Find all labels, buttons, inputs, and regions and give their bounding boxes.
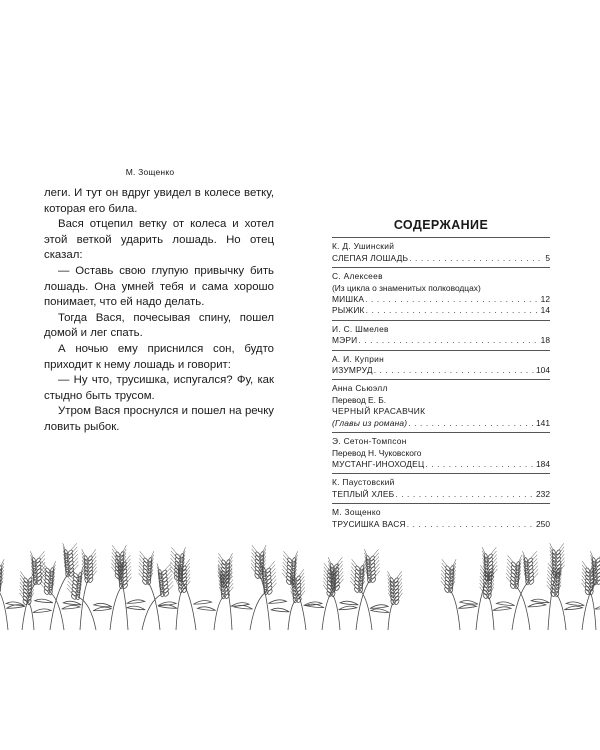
wheat-awn [550, 547, 554, 554]
paragraph: — Ну что, трусишка, испугался? Фу, как стыдно быть трусом. [44, 374, 274, 402]
wheat-awn [482, 547, 485, 554]
toc-story-title: СЛЕПАЯ ЛОШАДЬ [332, 252, 409, 263]
toc-story-title: ИЗУМРУД [332, 365, 373, 376]
toc-story-title[interactable]: ЧЕРНЫЙ КРАСАВЧИК [332, 406, 426, 417]
toc-page-number: 250 [536, 518, 550, 529]
toc-line[interactable] [332, 519, 550, 530]
wheat-leaf [371, 609, 389, 613]
wheat-awn [82, 553, 86, 560]
wheat-awn [71, 543, 77, 550]
wheat-awn [299, 569, 304, 576]
wheat-awn [263, 545, 266, 552]
toc-entry [332, 320, 550, 350]
toc-line[interactable] [332, 253, 550, 264]
wheat-grain [265, 567, 271, 573]
toc-page-number: 12 [540, 294, 550, 305]
toc-author: Э. Сетон-Томпсон [332, 436, 407, 447]
wheat-awn [337, 557, 343, 564]
toc-page-number: 104 [536, 365, 550, 376]
toc-line[interactable] [332, 459, 550, 470]
toc-page-number: 5 [545, 252, 550, 263]
wheat-awn [42, 561, 48, 568]
toc-page-number: 141 [536, 417, 550, 428]
wheat-leaf [459, 605, 477, 609]
toc-translator: Перевод Е. Б. [332, 394, 387, 405]
toc-line[interactable] [332, 365, 550, 376]
toc-leader-dots [358, 335, 539, 346]
toc-page-number: 232 [536, 488, 550, 499]
wheat-leaf [460, 601, 478, 605]
wheat-awn [82, 549, 86, 556]
toc-translator: Перевод Н. Чуковского [332, 447, 422, 458]
wheat-stem [332, 594, 340, 630]
toc-leader-dots [374, 365, 535, 376]
toc-entry [332, 432, 550, 473]
wheat-awn [491, 547, 497, 554]
wheat-grain [78, 572, 82, 578]
toc-story-title: МУСТАНГ-ИНОХОДЕЦ [332, 458, 425, 469]
wheat-awn [269, 561, 275, 568]
toc-story-title: РЫЖИК [332, 305, 365, 316]
wheat-awn [151, 551, 154, 558]
paragraph: Тогда Вася, почесывая спину, пошел домой и лег спать. [44, 311, 274, 340]
wheat-awn [20, 571, 25, 578]
toc-line[interactable] [332, 418, 550, 429]
wheat-leaf [159, 605, 177, 609]
wheat-grain [67, 549, 73, 555]
toc-story-title: МИШКА [332, 294, 365, 305]
toc-author: С. Алексеев [332, 271, 383, 282]
wheat-grain [180, 553, 184, 559]
wheat-awn [453, 559, 456, 566]
paragraph: леги. И тут он вдруг увидел в колесе ветку, которая его била. [44, 187, 274, 215]
running-head: М. Зощенко [125, 167, 175, 177]
toc-note: (Из цикла о знаменитых полководцах) [332, 282, 481, 293]
wheat-stem [516, 586, 530, 630]
toc-leader-dots [395, 489, 535, 500]
toc-line[interactable] [332, 305, 550, 316]
wheat-awn [30, 551, 33, 558]
wheat-awn [582, 561, 587, 568]
toc-leader-dots [408, 418, 535, 429]
wheat-stem [590, 592, 596, 630]
wheat-awn [123, 545, 127, 552]
toc-author: М. Зощенко [332, 507, 381, 518]
wheat-grain [175, 553, 181, 559]
wheat-leaf [35, 599, 53, 603]
wheat-leaf [566, 602, 584, 606]
story-text [44, 186, 274, 436]
toc-author: К. Паустовский [332, 477, 395, 488]
wheat-stem [250, 592, 266, 630]
wheat-awn [590, 551, 593, 558]
toc-author: Анна Сьюэлл [332, 383, 388, 394]
wheat-ears-illustration [0, 540, 600, 630]
toc-leader-dots [407, 519, 535, 530]
wheat-awn [1, 559, 4, 566]
wheat-grain [524, 557, 528, 563]
wheat-grain [161, 569, 167, 575]
wheat-grain [158, 569, 161, 575]
wheat-awn [171, 547, 177, 554]
toc-entry [332, 379, 550, 432]
wheat-grain [527, 557, 533, 563]
wheat-leaf [565, 606, 583, 610]
toc-author: А. И. Куприн [332, 353, 385, 364]
toc-story-title: ТЕПЛЫЙ ХЛЕБ [332, 488, 395, 499]
toc-page-number: 184 [536, 458, 550, 469]
wheat-awn [550, 543, 554, 550]
wheat-awn [91, 549, 96, 556]
wheat-leaf [306, 604, 324, 608]
wheat-leaf [63, 601, 81, 605]
toc-line[interactable] [332, 489, 550, 500]
wheat-leaf [493, 607, 511, 611]
wheat-stem [110, 586, 122, 630]
toc-entry [332, 350, 550, 380]
wheat-grain [511, 561, 517, 567]
wheat-awn [218, 553, 223, 560]
wheat-awn [559, 543, 564, 550]
wheat-leaf [94, 603, 112, 607]
paragraph: Утром Вася проснулся и пошел на речку ловить рыбок. [44, 405, 274, 433]
wheat-awn [185, 559, 190, 566]
wheat-leaf [370, 605, 388, 609]
wheat-leaf [595, 605, 600, 609]
wheat-awn [442, 559, 447, 566]
wheat-grain [64, 549, 68, 555]
wheat-leaf [194, 601, 212, 605]
wheat-stem [214, 596, 224, 630]
wheat-awn [363, 559, 366, 566]
wheat-awn [229, 553, 233, 560]
wheat-leaf [271, 608, 289, 612]
toc-leader-dots [366, 305, 540, 316]
wheat-stem [488, 596, 494, 630]
toc-title: СОДЕРЖАНИЕ [393, 218, 489, 232]
wheat-awn [112, 545, 117, 552]
wheat-leaf [33, 609, 51, 613]
toc-entry [332, 473, 550, 503]
wheat-leaf [339, 606, 357, 610]
wheat-stem [288, 600, 296, 630]
toc-author: И. С. Шмелев [332, 323, 389, 334]
toc-author: К. Д. Ушинский [332, 241, 395, 252]
toc-page-number: 18 [540, 335, 550, 346]
wheat-awn [229, 557, 233, 564]
toc-line[interactable] [332, 294, 550, 305]
table-of-contents [332, 220, 550, 533]
wheat-awn [373, 549, 379, 556]
wheat-leaf [496, 602, 514, 606]
wheat-grain [45, 567, 51, 573]
toc-subtitle: (Главы из романа) [332, 417, 408, 428]
wheat-awn [352, 559, 358, 566]
wheat-stem [0, 590, 8, 630]
wheat-stem [450, 590, 460, 630]
wheat-awn [284, 551, 290, 558]
wheat-leaf [528, 603, 546, 607]
toc-leader-dots [365, 294, 540, 305]
wheat-awn [388, 571, 392, 578]
wheat-grain [73, 572, 79, 578]
wheat-leaf [340, 601, 358, 605]
wheat-awn [328, 557, 331, 564]
wheat-stem [556, 594, 566, 630]
wheat-leaf [127, 606, 145, 610]
wheat-leaf [234, 605, 252, 609]
wheat-stem [388, 602, 394, 630]
wheat-leaf [531, 599, 549, 603]
wheat-stem [148, 582, 160, 630]
paragraph: — Оставь свою глупую привычку бить лошадь. Она умней тебя и сама хорошо понимает, что ей надо делать. [44, 264, 274, 309]
toc-entry [332, 267, 550, 320]
toc-page-number: 14 [540, 305, 550, 316]
wheat-leaf [269, 600, 287, 604]
toc-story-title: МЭРИ [332, 335, 358, 346]
wheat-leaf [93, 607, 111, 611]
wheat-stem [292, 582, 306, 630]
wheat-leaf [198, 607, 216, 611]
wheat-awn [531, 551, 537, 558]
wheat-awn [508, 555, 514, 562]
toc-line[interactable] [332, 335, 550, 346]
wheat-awn [252, 545, 257, 552]
wheat-awn [364, 549, 367, 556]
wheat-stem [176, 590, 182, 630]
toc-entry [332, 237, 550, 267]
wheat-leaf [62, 605, 80, 609]
wheat-stem [360, 590, 372, 630]
toc-leader-dots [409, 253, 544, 264]
toc-story-title: ТРУСИШКА ВАСЯ [332, 518, 406, 529]
wheat-awn [140, 551, 146, 558]
toc-leader-dots [425, 459, 535, 470]
wheat-awn [295, 551, 298, 558]
wheat-awn [39, 551, 45, 558]
paragraph: А ночью ему приснился сон, будто приходит к нему лошадь и говорит: [44, 342, 274, 371]
wheat-awn [388, 575, 392, 582]
wheat-stem [28, 602, 34, 630]
paragraph: Вася отцепил ветку от колеса и хотел этой веткой ударить лошадь. Но отец сказал: [44, 218, 274, 262]
wheat-leaf [127, 600, 145, 604]
toc-entry [332, 503, 550, 533]
wheat-awn [123, 549, 127, 556]
wheat-awn [397, 571, 402, 578]
